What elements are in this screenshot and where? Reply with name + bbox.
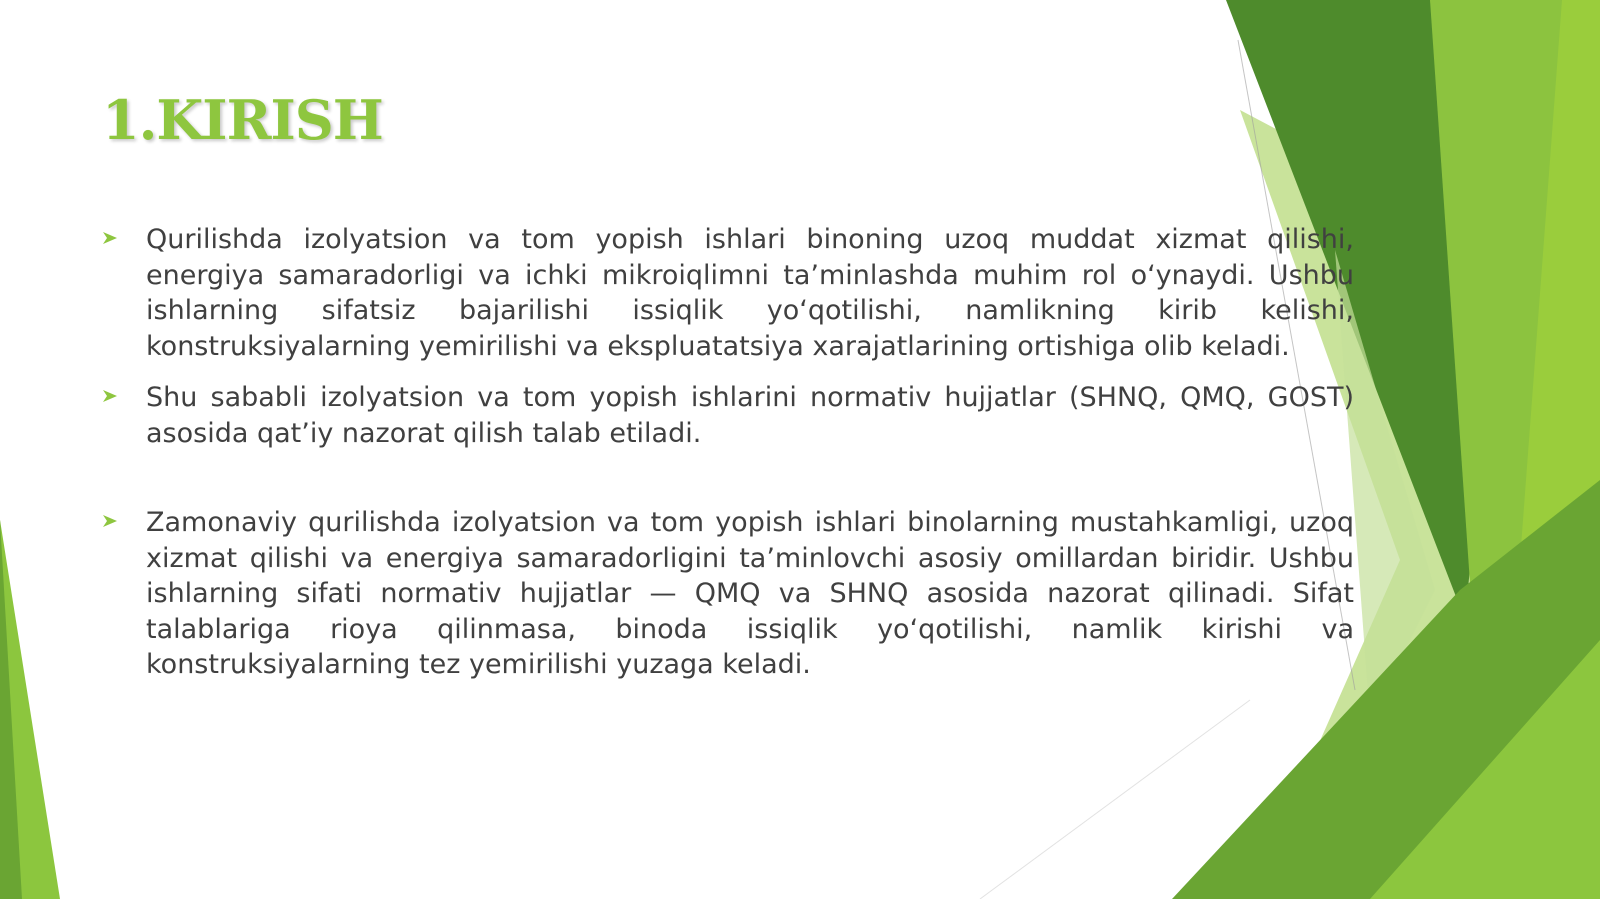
bullet-item <box>102 380 1354 451</box>
bullet-text: Zamonaviy qurilishda izolyatsion va tom yopish ishlari binolarning mustahkamligi, uzoq xizmat qilishi va energiya samaradorligini ta’minlovchi asosiy omillardan biridir. Ushbu ishlarning sifati normativ hujjatlar — QMQ va SHNQ asosida nazorat qilinadi. Sifat talablariga rioya qilinmasa, binoda issiqlik yo‘qotilishi, namlik kirishi va konstruksiyalarning tez yemirilishi yuzaga keladi. <box>146 507 1354 680</box>
bullet-list <box>102 222 1354 683</box>
bullet-text: Shu sababli izolyatsion va tom yopish ishlarini normativ hujjatlar (SHNQ, QMQ, GOST) asosida qat’iy nazorat qilish talab etiladi. <box>146 382 1354 449</box>
slide-title: 1.KIRISH <box>102 88 383 152</box>
bullet-item <box>102 222 1354 364</box>
bullet-text: Qurilishda izolyatsion va tom yopish ishlari binoning uzoq muddat xizmat qilishi, energiya samaradorligi va ichki mikroiqlimni ta’minlashda muhim rol o‘ynaydi. Ushbu ishlarning sifatsiz bajarilishi issiqlik yo‘qotilishi, namlikning kirib kelishi, konstruksiyalarning yemirilishi va ekspluatatsiya xarajatlarining ortishiga olib keladi. <box>146 224 1354 362</box>
arrow-bullet-icon <box>102 230 118 246</box>
arrow-bullet-icon <box>102 513 118 529</box>
arrow-bullet-icon <box>102 388 118 404</box>
bullet-item <box>102 505 1354 683</box>
